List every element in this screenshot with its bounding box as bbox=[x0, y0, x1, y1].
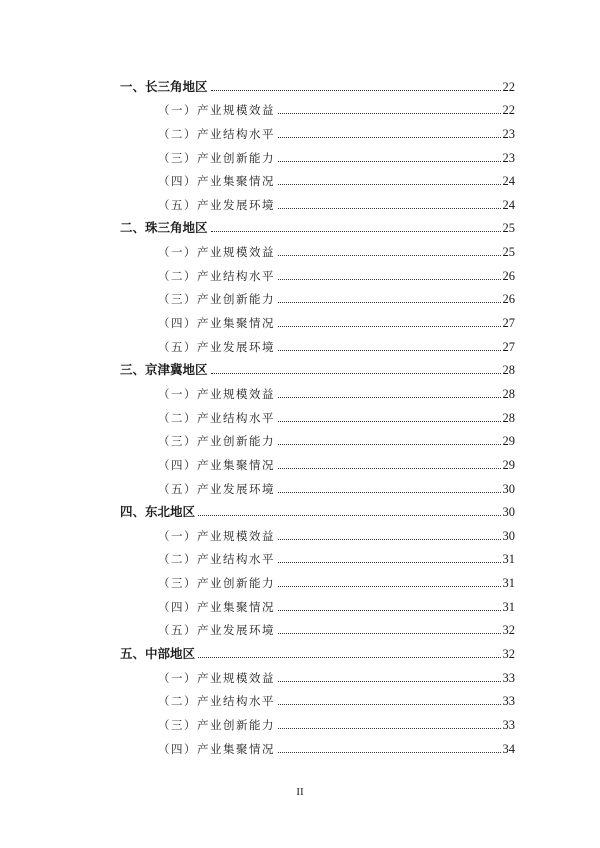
toc-dot-leader bbox=[278, 609, 501, 611]
toc-entry-page-number: 33 bbox=[502, 670, 515, 685]
toc-entry-page-number: 23 bbox=[502, 150, 515, 165]
toc-entry-label: （三）产业创新能力 bbox=[158, 150, 275, 165]
toc-dot-leader bbox=[278, 325, 501, 327]
toc-section-entry[interactable] bbox=[120, 190, 515, 214]
toc-entry-page-number: 31 bbox=[502, 599, 515, 614]
toc-entry-label: （三）产业创新能力 bbox=[158, 717, 275, 732]
toc-entry-label: 一、长三角地区 bbox=[120, 78, 208, 94]
toc-dot-leader bbox=[198, 656, 500, 658]
toc-section-entry[interactable] bbox=[120, 237, 515, 261]
toc-section-entry[interactable] bbox=[120, 379, 515, 403]
toc-section-entry[interactable] bbox=[120, 261, 515, 285]
toc-chapter-entry[interactable] bbox=[120, 72, 515, 96]
toc-entry-label: 五、中部地区 bbox=[120, 646, 196, 662]
toc-entry-page-number: 30 bbox=[502, 505, 515, 520]
toc-entry-label: （五）产业发展环境 bbox=[158, 481, 275, 496]
toc-entry-label: （五）产业发展环境 bbox=[158, 623, 275, 638]
toc-dot-leader bbox=[278, 680, 501, 682]
toc-entry-label: 四、东北地区 bbox=[120, 504, 196, 520]
table-of-contents bbox=[120, 72, 515, 758]
toc-entry-label: （三）产业创新能力 bbox=[158, 434, 275, 449]
toc-dot-leader bbox=[278, 443, 501, 445]
toc-entry-label: （五）产业发展环境 bbox=[158, 339, 275, 354]
toc-entry-label: （一）产业规模效益 bbox=[158, 245, 275, 260]
toc-section-entry[interactable] bbox=[120, 545, 515, 569]
toc-dot-leader bbox=[278, 396, 501, 398]
toc-dot-leader bbox=[278, 703, 501, 705]
toc-entry-page-number: 24 bbox=[502, 197, 515, 212]
toc-entry-page-number: 29 bbox=[502, 457, 515, 472]
toc-entry-page-number: 22 bbox=[502, 103, 515, 118]
toc-entry-page-number: 23 bbox=[502, 126, 515, 141]
toc-entry-page-number: 30 bbox=[502, 528, 515, 543]
toc-entry-page-number: 33 bbox=[502, 694, 515, 709]
toc-section-entry[interactable] bbox=[120, 474, 515, 498]
toc-section-entry[interactable] bbox=[120, 119, 515, 143]
toc-entry-label: （三）产业创新能力 bbox=[158, 292, 275, 307]
toc-dot-leader bbox=[278, 183, 501, 185]
toc-section-entry[interactable] bbox=[120, 450, 515, 474]
toc-entry-page-number: 28 bbox=[502, 386, 515, 401]
toc-entry-page-number: 28 bbox=[502, 363, 515, 378]
toc-dot-leader bbox=[278, 632, 501, 634]
toc-entry-page-number: 26 bbox=[502, 292, 515, 307]
toc-entry-label: （五）产业发展环境 bbox=[158, 197, 275, 212]
toc-entry-page-number: 32 bbox=[502, 623, 515, 638]
toc-dot-leader bbox=[211, 230, 501, 232]
toc-section-entry[interactable] bbox=[120, 332, 515, 356]
toc-section-entry[interactable] bbox=[120, 734, 515, 758]
toc-chapter-entry[interactable] bbox=[120, 639, 515, 663]
toc-entry-page-number: 31 bbox=[502, 552, 515, 567]
toc-dot-leader bbox=[211, 372, 501, 374]
toc-entry-label: 二、珠三角地区 bbox=[120, 220, 208, 236]
toc-entry-page-number: 22 bbox=[502, 79, 515, 94]
toc-section-entry[interactable] bbox=[120, 663, 515, 687]
toc-dot-leader bbox=[278, 349, 501, 351]
toc-entry-page-number: 33 bbox=[502, 717, 515, 732]
toc-dot-leader bbox=[278, 301, 501, 303]
toc-entry-page-number: 25 bbox=[502, 221, 515, 236]
toc-chapter-entry[interactable] bbox=[120, 214, 515, 238]
toc-entry-label: 三、京津冀地区 bbox=[120, 362, 208, 378]
toc-entry-page-number: 28 bbox=[502, 410, 515, 425]
toc-dot-leader bbox=[278, 207, 501, 209]
toc-section-entry[interactable] bbox=[120, 308, 515, 332]
toc-dot-leader bbox=[278, 538, 501, 540]
toc-dot-leader bbox=[278, 727, 501, 729]
toc-entry-page-number: 27 bbox=[502, 339, 515, 354]
toc-entry-label: （一）产业规模效益 bbox=[158, 670, 275, 685]
toc-entry-label: （四）产业集聚情况 bbox=[158, 174, 275, 189]
toc-entry-label: （四）产业集聚情况 bbox=[158, 599, 275, 614]
toc-entry-label: （二）产业结构水平 bbox=[158, 552, 275, 567]
toc-section-entry[interactable] bbox=[120, 592, 515, 616]
toc-entry-page-number: 31 bbox=[502, 576, 515, 591]
toc-dot-leader bbox=[278, 491, 501, 493]
toc-section-entry[interactable] bbox=[120, 96, 515, 120]
toc-dot-leader bbox=[211, 89, 501, 91]
toc-dot-leader bbox=[278, 278, 501, 280]
toc-entry-label: （四）产业集聚情况 bbox=[158, 741, 275, 756]
toc-section-entry[interactable] bbox=[120, 521, 515, 545]
toc-chapter-entry[interactable] bbox=[120, 356, 515, 380]
toc-entry-page-number: 29 bbox=[502, 434, 515, 449]
toc-dot-leader bbox=[278, 136, 501, 138]
toc-section-entry[interactable] bbox=[120, 616, 515, 640]
toc-entry-label: （四）产业集聚情况 bbox=[158, 316, 275, 331]
toc-dot-leader bbox=[278, 561, 501, 563]
toc-entry-label: （二）产业结构水平 bbox=[158, 694, 275, 709]
toc-entry-label: （一）产业规模效益 bbox=[158, 386, 275, 401]
toc-entry-page-number: 30 bbox=[502, 481, 515, 496]
toc-entry-page-number: 26 bbox=[502, 268, 515, 283]
toc-section-entry[interactable] bbox=[120, 403, 515, 427]
toc-dot-leader bbox=[278, 112, 501, 114]
toc-dot-leader bbox=[278, 420, 501, 422]
toc-dot-leader bbox=[278, 467, 501, 469]
toc-dot-leader bbox=[278, 160, 501, 162]
toc-section-entry[interactable] bbox=[120, 710, 515, 734]
toc-entry-page-number: 24 bbox=[502, 174, 515, 189]
toc-entry-label: （二）产业结构水平 bbox=[158, 268, 275, 283]
toc-section-entry[interactable] bbox=[120, 167, 515, 191]
toc-entry-label: （一）产业规模效益 bbox=[158, 528, 275, 543]
toc-entry-label: （四）产业集聚情况 bbox=[158, 457, 275, 472]
toc-section-entry[interactable] bbox=[120, 143, 515, 167]
toc-entry-label: （二）产业结构水平 bbox=[158, 410, 275, 425]
toc-dot-leader bbox=[278, 254, 501, 256]
toc-entry-page-number: 34 bbox=[502, 741, 515, 756]
toc-entry-page-number: 25 bbox=[502, 245, 515, 260]
toc-chapter-entry[interactable] bbox=[120, 498, 515, 522]
toc-section-entry[interactable] bbox=[120, 568, 515, 592]
toc-section-entry[interactable] bbox=[120, 285, 515, 309]
toc-entry-label: （一）产业规模效益 bbox=[158, 103, 275, 118]
toc-dot-leader bbox=[278, 585, 501, 587]
page-number: II bbox=[296, 786, 304, 798]
toc-entry-label: （三）产业创新能力 bbox=[158, 576, 275, 591]
toc-dot-leader bbox=[198, 514, 500, 516]
toc-entry-page-number: 27 bbox=[502, 316, 515, 331]
toc-section-entry[interactable] bbox=[120, 427, 515, 451]
toc-entry-label: （二）产业结构水平 bbox=[158, 126, 275, 141]
toc-section-entry[interactable] bbox=[120, 687, 515, 711]
toc-entry-page-number: 32 bbox=[502, 647, 515, 662]
toc-dot-leader bbox=[278, 751, 501, 753]
